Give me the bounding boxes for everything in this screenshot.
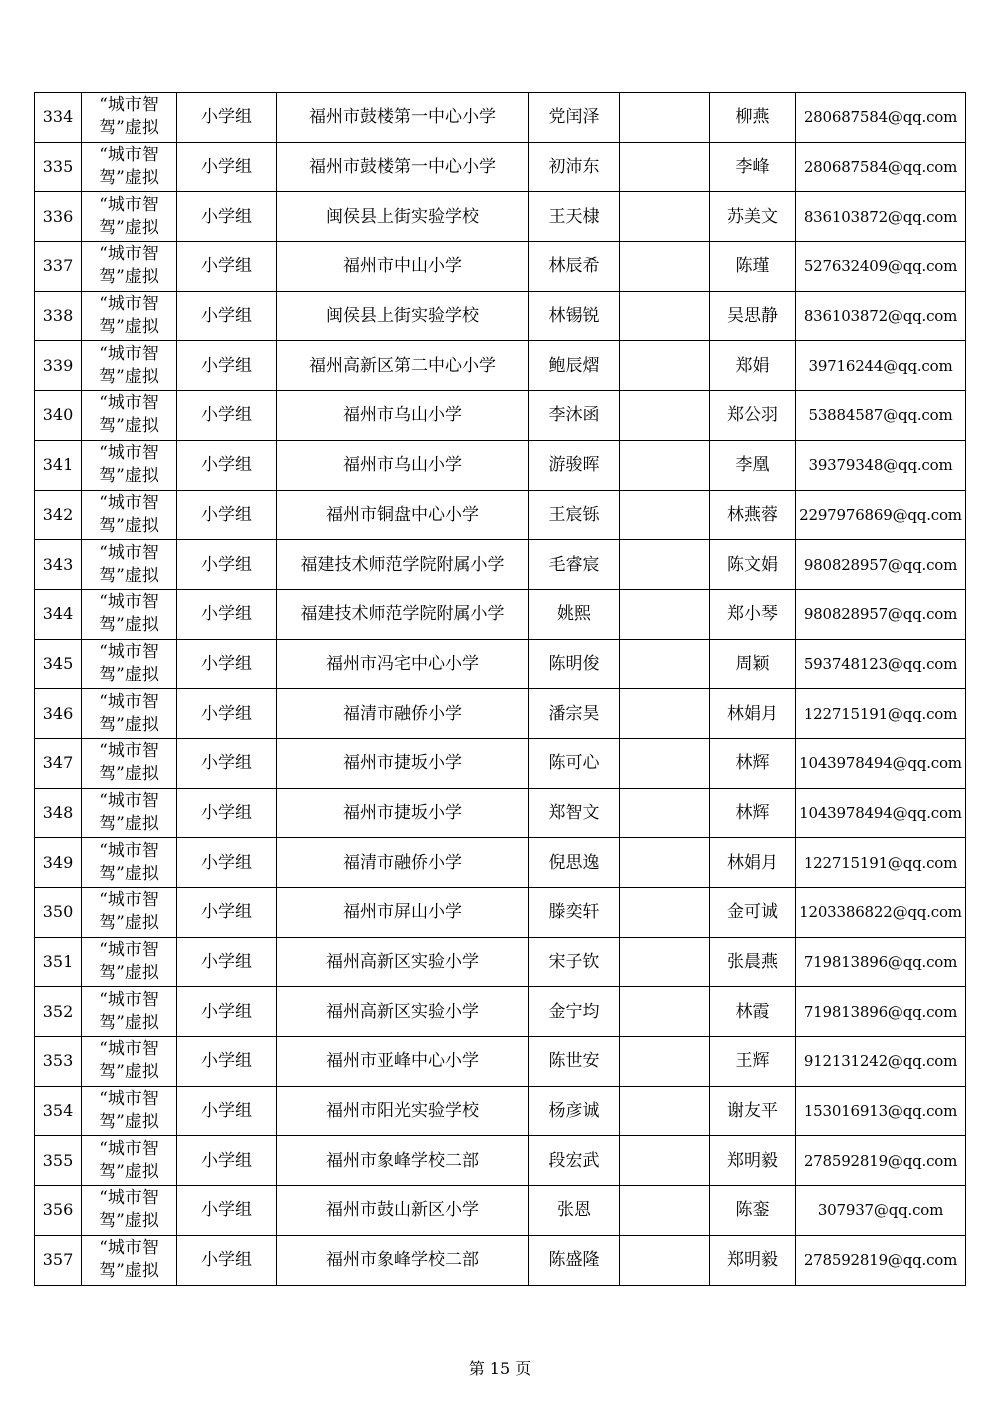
project-cell <box>82 291 177 341</box>
table-row <box>35 838 966 888</box>
school-cell: 福州市屏山小学 <box>277 888 529 938</box>
row-number-cell: 338 <box>35 291 82 341</box>
table-row <box>35 1037 966 1087</box>
project-line: “城市智 <box>99 592 159 613</box>
group-cell: 小学组 <box>177 838 277 888</box>
project-line: “城市智 <box>99 1238 159 1259</box>
project-line: 驾”虚拟 <box>99 863 159 884</box>
row-number-cell: 348 <box>35 788 82 838</box>
empty-cell <box>620 440 710 490</box>
email-cell: 1043978494@qq.com <box>796 788 966 838</box>
project-line: 驾”虚拟 <box>99 813 159 834</box>
row-number-cell: 343 <box>35 540 82 590</box>
empty-cell <box>620 639 710 689</box>
group-cell: 小学组 <box>177 1136 277 1186</box>
project-line: “城市智 <box>99 244 159 265</box>
project-line: 驾”虚拟 <box>99 1211 159 1232</box>
project-cell <box>82 589 177 639</box>
row-number-cell: 349 <box>35 838 82 888</box>
row-number-cell: 351 <box>35 937 82 987</box>
table-row <box>35 93 966 143</box>
student-cell: 陈世安 <box>529 1037 620 1087</box>
project-cell <box>82 341 177 391</box>
teacher-cell: 郑明毅 <box>710 1136 796 1186</box>
project-line: 驾”虚拟 <box>99 963 159 984</box>
student-cell: 陈明俊 <box>529 639 620 689</box>
table-row <box>35 937 966 987</box>
empty-cell <box>620 341 710 391</box>
student-cell: 鲍辰熠 <box>529 341 620 391</box>
row-number-cell: 339 <box>35 341 82 391</box>
email-cell: 307937@qq.com <box>796 1186 966 1236</box>
project-cell <box>82 937 177 987</box>
school-cell: 福州市阳光实验学校 <box>277 1086 529 1136</box>
project-line: “城市智 <box>99 1039 159 1060</box>
student-cell: 张恩 <box>529 1186 620 1236</box>
project-line: “城市智 <box>99 1138 159 1159</box>
group-cell: 小学组 <box>177 540 277 590</box>
student-cell: 王天棣 <box>529 192 620 242</box>
project-line: “城市智 <box>99 393 159 414</box>
empty-cell <box>620 192 710 242</box>
project-line: “城市智 <box>99 343 159 364</box>
empty-cell <box>620 291 710 341</box>
table-row <box>35 291 966 341</box>
row-number-cell: 336 <box>35 192 82 242</box>
project-line: 驾”虚拟 <box>99 615 159 636</box>
email-cell: 719813896@qq.com <box>796 937 966 987</box>
project-cell <box>82 1136 177 1186</box>
teacher-cell: 郑公羽 <box>710 391 796 441</box>
group-cell: 小学组 <box>177 987 277 1037</box>
school-cell: 闽侯县上街实验学校 <box>277 291 529 341</box>
empty-cell <box>620 490 710 540</box>
student-cell: 游骏晖 <box>529 440 620 490</box>
email-cell: 153016913@qq.com <box>796 1086 966 1136</box>
table-row <box>35 987 966 1037</box>
table-row <box>35 391 966 441</box>
email-cell: 278592819@qq.com <box>796 1235 966 1285</box>
teacher-cell: 林霞 <box>710 987 796 1037</box>
project-cell <box>82 540 177 590</box>
row-number-cell: 335 <box>35 142 82 192</box>
group-cell: 小学组 <box>177 1235 277 1285</box>
student-cell: 林辰希 <box>529 242 620 292</box>
student-cell: 杨彦诚 <box>529 1086 620 1136</box>
project-cell <box>82 888 177 938</box>
email-cell: 1203386822@qq.com <box>796 888 966 938</box>
project-line: “城市智 <box>99 443 159 464</box>
student-cell: 滕奕轩 <box>529 888 620 938</box>
school-cell: 福州市冯宅中心小学 <box>277 639 529 689</box>
student-cell: 党闰泽 <box>529 93 620 143</box>
school-cell: 福州市乌山小学 <box>277 440 529 490</box>
school-cell: 福州市象峰学校二部 <box>277 1136 529 1186</box>
table-row <box>35 440 966 490</box>
row-number-cell: 342 <box>35 490 82 540</box>
empty-cell <box>620 142 710 192</box>
student-cell: 毛睿宸 <box>529 540 620 590</box>
group-cell: 小学组 <box>177 490 277 540</box>
project-cell <box>82 242 177 292</box>
empty-cell <box>620 1037 710 1087</box>
project-cell <box>82 93 177 143</box>
project-line: “城市智 <box>99 741 159 762</box>
group-cell: 小学组 <box>177 888 277 938</box>
project-cell <box>82 391 177 441</box>
table-row <box>35 689 966 739</box>
table-row <box>35 888 966 938</box>
project-line: “城市智 <box>99 294 159 315</box>
project-cell <box>82 1086 177 1136</box>
project-cell <box>82 1235 177 1285</box>
project-line: “城市智 <box>99 940 159 961</box>
table-row <box>35 1186 966 1236</box>
project-line: 驾”虚拟 <box>99 1261 159 1282</box>
empty-cell <box>620 1186 710 1236</box>
project-line: 驾”虚拟 <box>99 565 159 586</box>
empty-cell <box>620 1235 710 1285</box>
teacher-cell: 林娟月 <box>710 838 796 888</box>
project-line: 驾”虚拟 <box>99 366 159 387</box>
project-line: 驾”虚拟 <box>99 1161 159 1182</box>
project-cell <box>82 1186 177 1236</box>
student-cell: 初沛东 <box>529 142 620 192</box>
project-line: 驾”虚拟 <box>99 764 159 785</box>
project-line: “城市智 <box>99 790 159 811</box>
school-cell: 福州市捷坂小学 <box>277 738 529 788</box>
page-number: 第 15 页 <box>468 1359 532 1378</box>
project-line: “城市智 <box>99 1188 159 1209</box>
empty-cell <box>620 888 710 938</box>
school-cell: 福清市融侨小学 <box>277 689 529 739</box>
email-cell: 122715191@qq.com <box>796 838 966 888</box>
school-cell: 福州高新区实验小学 <box>277 987 529 1037</box>
school-cell: 福建技术师范学院附属小学 <box>277 540 529 590</box>
email-cell: 980828957@qq.com <box>796 540 966 590</box>
row-number-cell: 347 <box>35 738 82 788</box>
teacher-cell: 周颖 <box>710 639 796 689</box>
project-cell <box>82 440 177 490</box>
school-cell: 福州市鼓楼第一中心小学 <box>277 142 529 192</box>
registration-table <box>34 92 966 1286</box>
row-number-cell: 353 <box>35 1037 82 1087</box>
teacher-cell: 李峰 <box>710 142 796 192</box>
project-line: 驾”虚拟 <box>99 913 159 934</box>
table-row <box>35 540 966 590</box>
teacher-cell: 郑小琴 <box>710 589 796 639</box>
project-cell <box>82 987 177 1037</box>
table-row <box>35 242 966 292</box>
row-number-cell: 337 <box>35 242 82 292</box>
student-cell: 金宁均 <box>529 987 620 1037</box>
project-cell <box>82 689 177 739</box>
empty-cell <box>620 540 710 590</box>
teacher-cell: 柳燕 <box>710 93 796 143</box>
school-cell: 福州市亚峰中心小学 <box>277 1037 529 1087</box>
teacher-cell: 王辉 <box>710 1037 796 1087</box>
school-cell: 福州市鼓山新区小学 <box>277 1186 529 1236</box>
empty-cell <box>620 838 710 888</box>
project-line: 驾”虚拟 <box>99 664 159 685</box>
school-cell: 福州市鼓楼第一中心小学 <box>277 93 529 143</box>
group-cell: 小学组 <box>177 937 277 987</box>
teacher-cell: 林燕蓉 <box>710 490 796 540</box>
student-cell: 段宏武 <box>529 1136 620 1186</box>
group-cell: 小学组 <box>177 738 277 788</box>
table-row <box>35 589 966 639</box>
group-cell: 小学组 <box>177 142 277 192</box>
project-cell <box>82 738 177 788</box>
project-line: 驾”虚拟 <box>99 118 159 139</box>
email-cell: 122715191@qq.com <box>796 689 966 739</box>
student-cell: 宋子钦 <box>529 937 620 987</box>
school-cell: 福州市乌山小学 <box>277 391 529 441</box>
email-cell: 278592819@qq.com <box>796 1136 966 1186</box>
email-cell: 280687584@qq.com <box>796 142 966 192</box>
teacher-cell: 林辉 <box>710 738 796 788</box>
project-line: 驾”虚拟 <box>99 267 159 288</box>
school-cell: 福州高新区实验小学 <box>277 937 529 987</box>
group-cell: 小学组 <box>177 93 277 143</box>
email-cell: 719813896@qq.com <box>796 987 966 1037</box>
school-cell: 福建技术师范学院附属小学 <box>277 589 529 639</box>
email-cell: 593748123@qq.com <box>796 639 966 689</box>
student-cell: 潘宗昊 <box>529 689 620 739</box>
student-cell: 林锡锐 <box>529 291 620 341</box>
project-line: 驾”虚拟 <box>99 1062 159 1083</box>
empty-cell <box>620 1136 710 1186</box>
row-number-cell: 346 <box>35 689 82 739</box>
group-cell: 小学组 <box>177 1086 277 1136</box>
project-line: “城市智 <box>99 95 159 116</box>
student-cell: 倪思逸 <box>529 838 620 888</box>
group-cell: 小学组 <box>177 341 277 391</box>
email-cell: 1043978494@qq.com <box>796 738 966 788</box>
table-row <box>35 1136 966 1186</box>
school-cell: 闽侯县上街实验学校 <box>277 192 529 242</box>
teacher-cell: 陈瑾 <box>710 242 796 292</box>
empty-cell <box>620 788 710 838</box>
table-row <box>35 639 966 689</box>
project-cell <box>82 1037 177 1087</box>
table-row <box>35 1235 966 1285</box>
email-cell: 980828957@qq.com <box>796 589 966 639</box>
school-cell: 福州市捷坂小学 <box>277 788 529 838</box>
empty-cell <box>620 689 710 739</box>
project-line: “城市智 <box>99 1089 159 1110</box>
group-cell: 小学组 <box>177 689 277 739</box>
email-cell: 527632409@qq.com <box>796 242 966 292</box>
row-number-cell: 352 <box>35 987 82 1037</box>
row-number-cell: 340 <box>35 391 82 441</box>
email-cell: 39379348@qq.com <box>796 440 966 490</box>
table-row <box>35 1086 966 1136</box>
group-cell: 小学组 <box>177 639 277 689</box>
project-line: “城市智 <box>99 194 159 215</box>
row-number-cell: 355 <box>35 1136 82 1186</box>
teacher-cell: 郑娟 <box>710 341 796 391</box>
table-row <box>35 738 966 788</box>
empty-cell <box>620 937 710 987</box>
email-cell: 39716244@qq.com <box>796 341 966 391</box>
project-line: “城市智 <box>99 492 159 513</box>
project-line: “城市智 <box>99 641 159 662</box>
empty-cell <box>620 738 710 788</box>
table-row <box>35 192 966 242</box>
project-line: 驾”虚拟 <box>99 168 159 189</box>
row-number-cell: 344 <box>35 589 82 639</box>
group-cell: 小学组 <box>177 1186 277 1236</box>
project-line: 驾”虚拟 <box>99 416 159 437</box>
teacher-cell: 吴思静 <box>710 291 796 341</box>
row-number-cell: 334 <box>35 93 82 143</box>
project-line: “城市智 <box>99 840 159 861</box>
group-cell: 小学组 <box>177 788 277 838</box>
school-cell: 福州市中山小学 <box>277 242 529 292</box>
row-number-cell: 345 <box>35 639 82 689</box>
student-cell: 李沐函 <box>529 391 620 441</box>
teacher-cell: 陈文娟 <box>710 540 796 590</box>
row-number-cell: 356 <box>35 1186 82 1236</box>
project-line: 驾”虚拟 <box>99 1012 159 1033</box>
table-row <box>35 341 966 391</box>
teacher-cell: 李凰 <box>710 440 796 490</box>
group-cell: 小学组 <box>177 242 277 292</box>
group-cell: 小学组 <box>177 589 277 639</box>
teacher-cell: 林辉 <box>710 788 796 838</box>
email-cell: 53884587@qq.com <box>796 391 966 441</box>
email-cell: 912131242@qq.com <box>796 1037 966 1087</box>
school-cell: 福州市象峰学校二部 <box>277 1235 529 1285</box>
empty-cell <box>620 987 710 1037</box>
project-line: “城市智 <box>99 542 159 563</box>
group-cell: 小学组 <box>177 440 277 490</box>
empty-cell <box>620 391 710 441</box>
school-cell: 福州市铜盘中心小学 <box>277 490 529 540</box>
email-cell: 280687584@qq.com <box>796 93 966 143</box>
empty-cell <box>620 589 710 639</box>
project-line: “城市智 <box>99 145 159 166</box>
row-number-cell: 357 <box>35 1235 82 1285</box>
project-cell <box>82 142 177 192</box>
group-cell: 小学组 <box>177 1037 277 1087</box>
student-cell: 陈可心 <box>529 738 620 788</box>
row-number-cell: 354 <box>35 1086 82 1136</box>
email-cell: 836103872@qq.com <box>796 291 966 341</box>
email-cell: 836103872@qq.com <box>796 192 966 242</box>
student-cell: 陈盛隆 <box>529 1235 620 1285</box>
teacher-cell: 张晨燕 <box>710 937 796 987</box>
teacher-cell: 郑明毅 <box>710 1235 796 1285</box>
school-cell: 福清市融侨小学 <box>277 838 529 888</box>
group-cell: 小学组 <box>177 192 277 242</box>
email-cell: 2297976869@qq.com <box>796 490 966 540</box>
student-cell: 姚熙 <box>529 589 620 639</box>
project-line: 驾”虚拟 <box>99 714 159 735</box>
project-line: “城市智 <box>99 691 159 712</box>
group-cell: 小学组 <box>177 291 277 341</box>
group-cell: 小学组 <box>177 391 277 441</box>
student-cell: 郑智文 <box>529 788 620 838</box>
project-line: “城市智 <box>99 890 159 911</box>
empty-cell <box>620 93 710 143</box>
project-line: 驾”虚拟 <box>99 515 159 536</box>
school-cell: 福州高新区第二中心小学 <box>277 341 529 391</box>
teacher-cell: 谢友平 <box>710 1086 796 1136</box>
project-cell <box>82 788 177 838</box>
project-line: 驾”虚拟 <box>99 217 159 238</box>
project-cell <box>82 490 177 540</box>
project-line: 驾”虚拟 <box>99 317 159 338</box>
project-line: 驾”虚拟 <box>99 466 159 487</box>
row-number-cell: 350 <box>35 888 82 938</box>
teacher-cell: 苏美文 <box>710 192 796 242</box>
teacher-cell: 金可诚 <box>710 888 796 938</box>
teacher-cell: 林娟月 <box>710 689 796 739</box>
project-cell <box>82 838 177 888</box>
project-line: “城市智 <box>99 989 159 1010</box>
table-row <box>35 490 966 540</box>
table-body <box>35 93 966 1286</box>
empty-cell <box>620 242 710 292</box>
row-number-cell: 341 <box>35 440 82 490</box>
table-row <box>35 142 966 192</box>
table-row <box>35 788 966 838</box>
project-cell <box>82 639 177 689</box>
teacher-cell: 陈銮 <box>710 1186 796 1236</box>
empty-cell <box>620 1086 710 1136</box>
project-cell <box>82 192 177 242</box>
project-line: 驾”虚拟 <box>99 1112 159 1133</box>
student-cell: 王宸铄 <box>529 490 620 540</box>
